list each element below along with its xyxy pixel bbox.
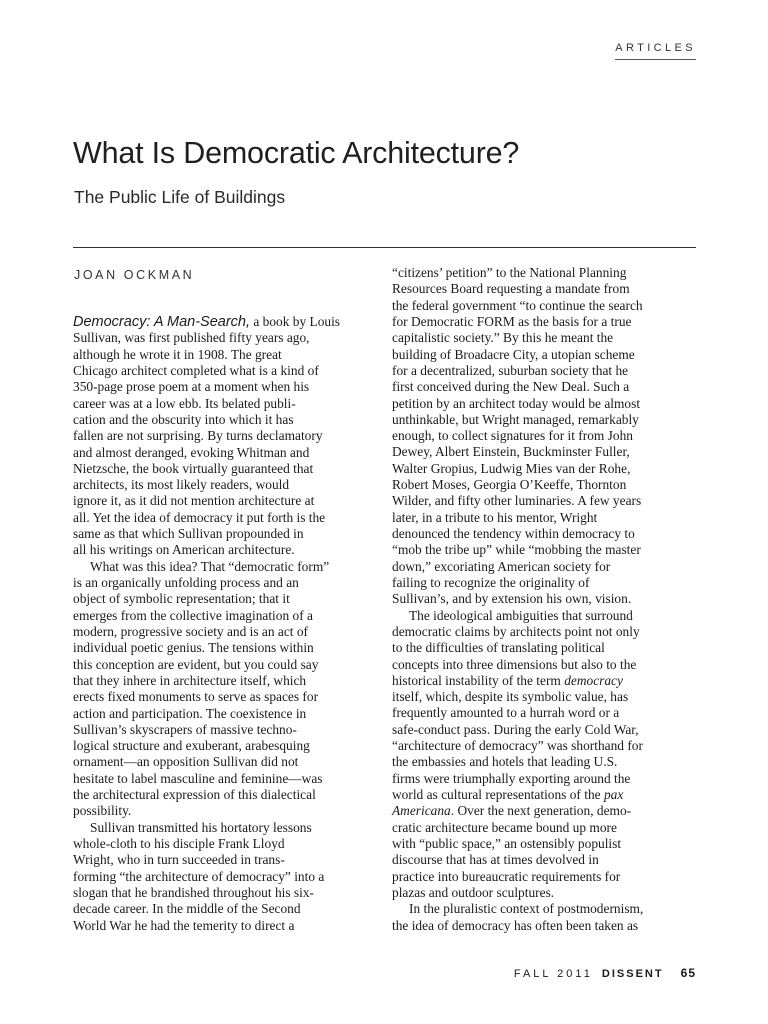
body-line: the idea of democracy has often been taken as [392,917,639,933]
body-line: the federal government “to continue the search [392,297,643,313]
emphasis: pax [603,787,624,802]
body-line: Walter Gropius, Ludwig Mies van der Rohe, [392,460,631,476]
body-line: world as cultural representations of the pax [392,787,624,802]
body-line: although he wrote it in 1908. The great [73,346,282,362]
body-line: whole-cloth to his disciple Frank Lloyd [73,836,285,851]
body-line: all his writings on American architecture. [73,542,295,558]
body-line: cratic architecture became bound up more [392,819,617,835]
body-line: firms were triumphally exporting around the [392,770,631,786]
emphasis: Americana [392,803,451,819]
body-line: action and participation. The coexistence in [73,705,307,721]
body-line: Sullivan’s skyscrapers of massive techno- [73,721,297,737]
body-line: practice into bureaucratic requirements for [392,868,621,884]
body-line: The ideological ambiguities that surround [409,607,633,623]
body-line: Robert Moses, Georgia O’Keeffe, Thornton [392,477,627,493]
body-line: 350-page prose poem at a moment when his [73,379,310,395]
body-line: petition by an architect today would be almost [392,395,641,411]
body-line: democratic claims by architects point not only [392,623,640,639]
body-line: What was this idea? That “democratic form” [90,558,330,574]
issue-season: FALL 2011 [513,968,593,980]
body-line: and almost deranged, evoking Whitman and [73,444,310,460]
body-line: discourse that has at times devolved in [392,852,599,868]
body-line: this conception are evident, but you could say [73,656,319,672]
body-line: Wright, who in turn succeeded in trans- [73,852,285,868]
article-title: What Is Democratic Architecture? [73,136,520,170]
body-line: Chicago architect completed what is a kind of [73,362,319,378]
paragraph-5 [392,608,695,902]
emphasis: democracy [564,672,623,688]
body-line: object of symbolic representation; that it [73,591,290,607]
right-column [392,265,695,934]
body-line: to the difficulties of translating political [392,640,605,656]
body-line: capitalistic society.” By this he meant the [392,330,614,346]
paragraph-6 [392,901,695,934]
body-line: logical structure and exuberant, arabesquing [73,738,310,754]
body-line: emerges from the collective imagination of a [73,607,313,623]
body-line: “architecture of democracy” was shorthand for [392,738,643,754]
page-number: 65 [680,966,696,980]
body-line: historical instability of the term democracy [392,672,623,688]
body-line: frequently amounted to a hurrah word or a [392,705,620,721]
body-line: Dewey, Albert Einstein, Buckminster Fuller, [392,444,630,460]
magazine-name: DISSENT [601,968,664,980]
section-label: ARTICLES [615,42,696,60]
paragraph-4 [392,265,695,608]
body-line: same as that which Sullivan propounded in [73,526,304,542]
body-line: “mob the tribe up” while “mobbing the master [392,542,641,558]
body-line: Americana. Over the next generation, demo- [392,803,632,819]
body-line: Sullivan transmitted his hortatory lessons [90,819,312,835]
body-line: In the pluralistic context of postmodernism, [409,901,644,917]
body-line: all. Yet the idea of democracy it put forth is the [73,509,326,525]
body-line: denounced the tendency within democracy to [392,526,635,541]
body-line: concepts into three dimensions but also to the [392,656,637,672]
body-line: down,” excoriating American society for [392,558,611,574]
body-line: fallen are not surprising. By turns declamatory [73,428,323,444]
body-line: World War he had the temerity to direct a [73,917,295,933]
body-line: plazas and outdoor sculptures. [392,884,555,900]
paragraph-2 [73,559,376,820]
body-line: building of Broadacre City, a utopian scheme [392,346,635,362]
book-title: Democracy: A Man-Search, [73,314,251,330]
body-line: Resources Board requesting a mandate from [392,281,630,297]
body-line: is an organically unfolding process and an [73,575,299,590]
body-line: ornament—an opposition Sullivan did not [73,754,299,770]
body-line: unthinkable, but Wright managed, remarkably [392,411,639,427]
body-line: for Democratic FORM as the basis for a true [392,313,632,329]
article-subtitle: The Public Life of Buildings [74,187,286,207]
body-line: enough, to collect signatures for it from John [392,428,633,444]
body-line: with “public space,” an ostensibly populist [392,835,622,851]
body-line: decade career. In the middle of the Second [73,901,301,917]
body-line: the architectural expression of this dialectical [73,787,316,803]
body-line: Democracy: A Man-Search, a book by Louis [73,314,341,330]
body-line: career was at a low ebb. Its belated publi- [73,395,296,411]
body-line: ignore it, as it did not mention architecture at [73,493,315,509]
body-line: safe-conduct pass. During the early Cold War, [392,721,639,737]
body-line: later, in a tribute to his mentor, Wright [392,509,598,525]
body-line: for a decentralized, suburban society that he [392,362,629,378]
body-line: “citizens’ petition” to the National Planning [392,265,627,280]
body-line: Nietzsche, the book virtually guaranteed that [73,460,314,476]
body-line: itself, which, despite its symbolic value, has [392,689,629,705]
body-line: that they inhere in architecture itself, which [73,672,307,688]
body-line: first conceived during the New Deal. Such a [392,379,630,395]
body-line: individual poetic genius. The tensions within [73,640,314,656]
title-divider [73,247,696,248]
left-column [73,314,376,934]
body-line: cation and the obscurity into which it has [73,411,294,427]
body-line: the embassies and hotels that leading U.S. [392,754,618,770]
body-line: hesitate to label masculine and feminine—was [73,770,323,786]
paragraph-1 [73,314,376,559]
page-footer [514,966,696,980]
body-line: forming “the architecture of democracy” into a [73,868,325,884]
body-line: slogan that he brandished throughout his six- [73,884,314,900]
paragraph-3 [73,820,376,934]
body-line: failing to recognize the originality of [392,574,590,590]
body-line: possibility. [73,803,132,819]
body-line: architects, its most likely readers, would [73,477,290,493]
author-byline: JOAN OCKMAN [74,268,195,282]
body-line: Sullivan, was first published fifty years ago, [73,330,310,346]
body-line: erects fixed monuments to serve as spaces for [73,689,319,705]
body-line: Sullivan’s, and by extension his own, vision. [392,591,632,607]
body-line: modern, progressive society and is an act of [73,623,309,639]
body-line: Wilder, and fifty other luminaries. A few years [392,493,642,509]
